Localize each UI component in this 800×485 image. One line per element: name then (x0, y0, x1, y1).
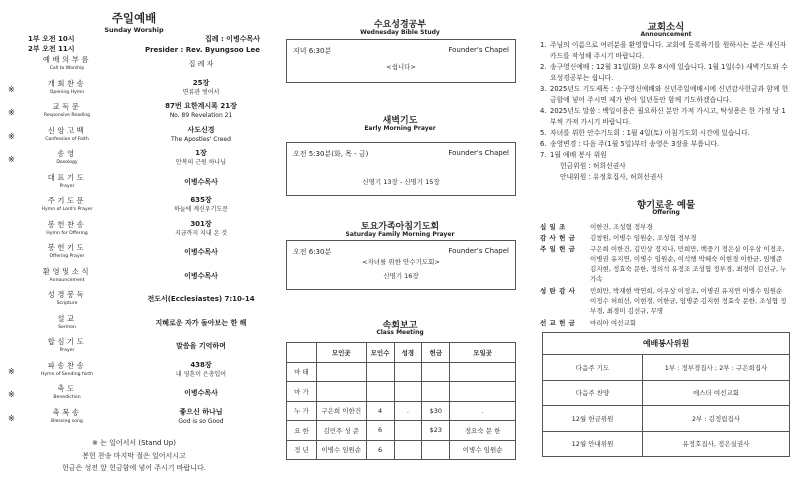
announcement-text: 주님의 이름으로 여러분을 환영합니다. 교회에 등록하기를 원하시는 분은 새신자 카드를 작성해 주시기 바랍니다. (550, 41, 787, 60)
class-meeting-title: 속회보고 (382, 321, 418, 331)
sat-subtitle: Saturday Family Morning Prayer (345, 231, 455, 238)
class-cell (450, 382, 516, 402)
item-name-ko: 축복송 (52, 407, 82, 417)
announcement-text: 송구영신예배 : 12월 31일(화) 오후 8시에 있습니다. 1월 1일(수) 새벽기도와 수요성경공부는 쉽니다. (550, 63, 788, 82)
class-cell: 마 태 (287, 362, 317, 382)
announce-title: 교회소식 (647, 22, 685, 33)
announcement-text: 2025년도 기도제목 : 송구영신예배와 신년주일예배시에 신년감사헌금과 함께 헌금함에 넣어 주시면 제가 받아 일년동안 함께 기도하겠습니다. (550, 85, 789, 104)
item-value-sub: No. 89 Revelation 21 (169, 112, 233, 119)
item-value: 1장 (195, 149, 207, 157)
dawn-box (286, 142, 516, 196)
sat-chapel: Founder's Chapel (448, 247, 509, 255)
item-value: 이병수목사 (184, 389, 218, 397)
item-value-sub: 하늘에 계신우기도문 (173, 206, 229, 213)
class-cell (366, 382, 394, 402)
item-name-en: Opening Hymn (49, 89, 85, 95)
item-name-en: Prayer (59, 183, 75, 189)
offering-names: 이한건, 조성협 정부경 (590, 223, 653, 231)
class-cell: 요 한 (287, 421, 317, 441)
class-cell: 누 가 (287, 401, 317, 421)
item-name-ko: 파송찬송 (47, 360, 87, 370)
offering-names: 구은희 이한건, 김민상 정지나, 민희만, 백중기 정은실 이우상 이정조, 이병권 유지연, 이병수 임원순, 이석행 박혜숙 이현경 이한균, 임병준 김지현, 정효숙 문한, 정의석 유정조 조성협 정부경, 최경미 김선규, 누가속 (590, 245, 787, 283)
service-role: 12월 안내위원 (543, 431, 643, 457)
service-role: 12월 헌금위원 (543, 406, 643, 432)
item-value: 사도신경 (187, 125, 215, 134)
item-name-ko: 주기도문 (47, 196, 87, 205)
item-name-ko: 송영 (57, 149, 77, 158)
service-time-1: 1부 오전 10시 (28, 35, 75, 43)
service-members: 유정호집사, 정은실권사 (643, 431, 790, 457)
stand-mark: ※ (8, 155, 15, 164)
offering-label: 십 일 조 (540, 223, 566, 231)
worship-item (0, 79, 268, 99)
worship-item (0, 384, 268, 404)
class-cell: 정 년 (287, 440, 317, 460)
class-cell (422, 440, 450, 460)
service-role: 다음주 찬양 (543, 380, 643, 406)
announcement-number: 6. (540, 140, 547, 148)
offering-row (540, 286, 790, 316)
class-header-cell (287, 343, 317, 363)
announcement-number: 3. (540, 85, 547, 93)
worship-item (0, 267, 268, 287)
dawn-chapel: Founder's Chapel (448, 149, 509, 157)
offering-row (540, 222, 790, 232)
class-cell (394, 421, 422, 441)
table-row (543, 355, 790, 381)
item-name-en: Scripture (56, 301, 78, 306)
item-name-ko: 봉헌기도 (47, 243, 87, 252)
wed-chapel: Founder's Chapel (448, 46, 509, 54)
announcement-item (540, 40, 790, 62)
item-name-en: Prayer (59, 348, 75, 353)
item-name-en: Offering Prayer (49, 254, 85, 259)
announcement-text: 안내위원 : 유정호집사, 허희선권사 (560, 173, 663, 181)
stand-up-note: ※ 는 일어서서 (Stand Up) (92, 439, 176, 447)
class-cell (366, 362, 394, 382)
class-meeting-subtitle: Class Meeting (376, 329, 424, 336)
class-cell: 마 가 (287, 382, 317, 402)
announcement-text: 1월 예배 봉사 위원 (550, 151, 607, 159)
announcement-number: 5. (540, 129, 547, 137)
announce-subtitle: Announcement (640, 31, 692, 38)
class-cell (422, 382, 450, 402)
worship-item (0, 173, 268, 193)
item-value: 87번 요한계시록 21장 (165, 102, 237, 110)
worship-subtitle: Sunday Worship (104, 26, 164, 34)
worship-title: 주일예배 (111, 11, 157, 25)
item-value: 좋으신 하나님 (179, 407, 223, 416)
service-members: 에스더 여선교회 (643, 380, 790, 406)
item-name-ko: 예배의부름 (42, 55, 92, 64)
service-role: 다음주 기도 (543, 355, 643, 381)
wed-time: 저녁 6:30분 (293, 47, 332, 55)
class-cell (316, 362, 366, 382)
item-name-en: Hymn for Offering (46, 230, 88, 236)
item-value-sub: God is so Good (178, 417, 224, 425)
offering-names: 마리아 여선교회 (590, 319, 637, 327)
item-name-ko: 봉헌찬송 (47, 219, 87, 229)
class-cell: 이병수 임원순 (450, 440, 516, 460)
offering-title: 향기로운 예물 (636, 200, 696, 211)
item-value: 말씀을 기억하며 (176, 342, 226, 350)
sat-note-1: <자녀를 위한 안수기도회> (362, 258, 440, 266)
class-cell (394, 362, 422, 382)
stand-mark: ※ (8, 84, 15, 94)
presider-ko: 집례 : 이병수목사 (204, 35, 260, 43)
item-name-en: Announcement (49, 277, 85, 283)
item-name-ko: 신앙고백 (47, 125, 87, 135)
table-row (287, 382, 516, 402)
class-cell: 4 (366, 401, 394, 421)
class-cell: $30 (422, 401, 450, 421)
class-cell: $23 (422, 421, 450, 441)
class-cell: . (450, 401, 516, 421)
item-name-ko: 성경봉독 (47, 290, 87, 299)
dawn-note: 신명기 13장 - 신명기 15장 (362, 178, 440, 186)
worship-item (0, 149, 268, 169)
sat-time: 오전 6:30분 (293, 248, 332, 256)
wed-box (286, 39, 516, 83)
class-cell: 구은희 이한건 (316, 401, 366, 421)
worship-item (0, 361, 268, 381)
announcement-number: 7. (540, 151, 547, 159)
item-value: 635장 (190, 196, 212, 204)
class-cell (450, 362, 516, 382)
wed-subtitle: Wednesday Bible Study (360, 29, 440, 36)
sat-title: 토요가족아침기도회 (360, 222, 440, 232)
item-value: 이병수목사 (184, 271, 218, 280)
item-value-sub: 만복의 근원 하나님 (175, 159, 227, 166)
item-value-sub: 지금까지 지내 온 것 (174, 229, 228, 237)
service-members: 2부 : 김정림집사 (643, 406, 790, 432)
service-team-table (542, 332, 790, 457)
worship-item (0, 220, 268, 240)
offering-note: 봉헌 찬송 마지막 절은 일어서시고 (82, 452, 186, 460)
class-header-cell: 성경 (394, 343, 422, 363)
announcement-item (540, 172, 790, 183)
announcement-item (540, 139, 790, 150)
service-team-title: 예배봉사위원 (543, 333, 790, 355)
announcement-number: 1. (540, 41, 547, 49)
item-name-en: Call to Worship (49, 66, 85, 71)
table-row (287, 421, 516, 441)
table-row (287, 401, 516, 421)
dawn-title: 새벽기도 (382, 116, 418, 126)
worship-item (0, 314, 268, 334)
item-value: 이병수목사 (184, 177, 218, 186)
item-name-ko: 설교 (57, 313, 77, 323)
class-cell: . (394, 401, 422, 421)
announcement-item (540, 62, 790, 84)
service-members: 1부 : 정부경집사 ; 2부 : 구은희집사 (643, 355, 790, 381)
item-name-ko: 합심기도 (47, 337, 87, 346)
class-cell (394, 382, 422, 402)
item-name-en: Benediction (53, 395, 81, 400)
announcement-number: 2. (540, 63, 547, 71)
dawn-subtitle: Early Morning Prayer (364, 125, 436, 132)
item-name-ko: 축도 (57, 384, 77, 393)
class-header-cell: 모일곳 (450, 343, 516, 363)
offering-label: 선 교 헌 금 (540, 319, 576, 327)
item-value: 전도서(Ecclesiastes) 7:10-14 (147, 295, 255, 303)
class-cell: 김민주 성 준 (316, 421, 366, 441)
item-name-en: Doxology (56, 160, 78, 165)
class-header-cell: 헌금 (422, 343, 450, 363)
item-value-sub: 내 영혼이 은총입어 (175, 370, 227, 378)
class-cell: 정요숙 문 한 (450, 421, 516, 441)
item-value: 집 례 자 (188, 60, 214, 68)
worship-item (0, 290, 268, 310)
class-meeting-table (286, 342, 516, 460)
stand-mark: ※ (8, 413, 15, 423)
offering-label: 성 탄 감 사 (540, 287, 576, 295)
meetings-column (268, 0, 532, 485)
worship-item (0, 196, 268, 216)
offering-row (540, 318, 790, 328)
item-name-en: Hymn of Sending forth (40, 371, 94, 377)
offering-row (540, 233, 790, 243)
offering-subtitle: Offering (652, 209, 680, 216)
class-cell: 6 (366, 440, 394, 460)
presider-en: Presider : Rev. Byungsoo Lee (144, 46, 260, 54)
item-name-en: Hymn of Lord's Prayer (41, 207, 93, 212)
class-cell: 이병수 임원순 (316, 440, 366, 460)
item-name-ko: 교독문 (52, 102, 82, 111)
offering-label: 주 일 헌 금 (540, 245, 576, 253)
item-name-ko: 개회찬송 (47, 78, 87, 88)
offering-label: 감 사 헌 금 (540, 234, 576, 242)
item-value-sub: The Apostles' Creed (171, 135, 231, 143)
item-name-ko: 환영및소식 (42, 266, 92, 276)
class-header-cell: 모인수 (366, 343, 394, 363)
announcement-item (540, 128, 790, 139)
class-cell (316, 382, 366, 402)
item-value: 지혜로운 자가 돌아보는 한 해 (155, 318, 247, 327)
item-value: 301장 (190, 219, 212, 228)
worship-column (0, 0, 268, 485)
announcement-item (540, 161, 790, 172)
offering-names: 김창원, 이병수 임원순, 조성협 정부경 (590, 234, 697, 242)
item-name-en: Sermon (58, 324, 76, 330)
item-value-sub: 면류관 벗어서 (182, 88, 220, 96)
announcement-item (540, 84, 790, 106)
announcement-text: 헌금위원 : 허희선권사 (560, 162, 626, 170)
offering-box-note: 헌금은 성전 앞 헌금함에 넣어 주시기 바랍니다. (61, 464, 207, 472)
item-name-en: Blessing song (51, 418, 83, 424)
wed-note: <쉽니다> (386, 63, 416, 71)
item-name-ko: 대표기도 (47, 172, 87, 182)
stand-mark: ※ (8, 390, 15, 399)
class-cell (422, 362, 450, 382)
announcement-text: 자녀를 위한 안수기도회 : 1월 4일(토) 아침기도회 시간에 있습니다. (550, 129, 750, 137)
class-header-cell: 모인곳 (316, 343, 366, 363)
item-name-en: Responsive Reading (43, 113, 91, 118)
announcement-number: 4. (540, 107, 547, 115)
announcement-item (540, 106, 790, 128)
table-row (543, 380, 790, 406)
sat-note-2: 신명기 16장 (383, 272, 419, 280)
announcement-text: 2025년도 말씀 : 백일이용은 필요하신 분만 가져 가시고, 탁성용은 한 가정 당 1부씩 가져 가시기 바랍니다. (550, 107, 786, 126)
item-value: 이병수목사 (184, 248, 218, 256)
stand-mark: ※ (8, 131, 15, 141)
worship-item (0, 408, 268, 428)
stand-mark: ※ (8, 366, 15, 376)
item-name-en: Confession of Faith (45, 136, 89, 142)
service-time-2: 2부 오전 11시 (28, 45, 75, 53)
worship-item (0, 243, 268, 263)
offering-row (540, 244, 790, 284)
worship-item (0, 337, 268, 357)
stand-mark: ※ (8, 108, 15, 117)
news-column (532, 0, 800, 485)
item-value: 25장 (192, 78, 210, 87)
item-value: 438장 (190, 360, 212, 369)
class-cell (394, 440, 422, 460)
announcement-text: 송영변경 : 다음 주(1월 5일)부터 송영은 3장을 부릅니다. (550, 140, 720, 148)
class-cell: 6 (366, 421, 394, 441)
sat-box (286, 240, 516, 290)
announcement-item (540, 150, 790, 161)
table-row (287, 362, 516, 382)
worship-item (0, 102, 268, 122)
worship-item (0, 55, 268, 75)
worship-item (0, 126, 268, 146)
table-row (543, 406, 790, 432)
offering-names: 민희만, 박재현 박연희, 이우상 이정조, 이병권 유지연 이병수 임원순 이정수 허희선, 이현경, 이한균, 임병준 김지현 정효숙 문한, 조성협 정부경, 최경미 김선규, 무명 (590, 287, 787, 315)
table-row (543, 431, 790, 457)
wed-title: 수요성경공부 (373, 20, 427, 30)
table-row (287, 440, 516, 460)
dawn-time: 오전 5:30분(화, 목 - 금) (293, 150, 369, 158)
